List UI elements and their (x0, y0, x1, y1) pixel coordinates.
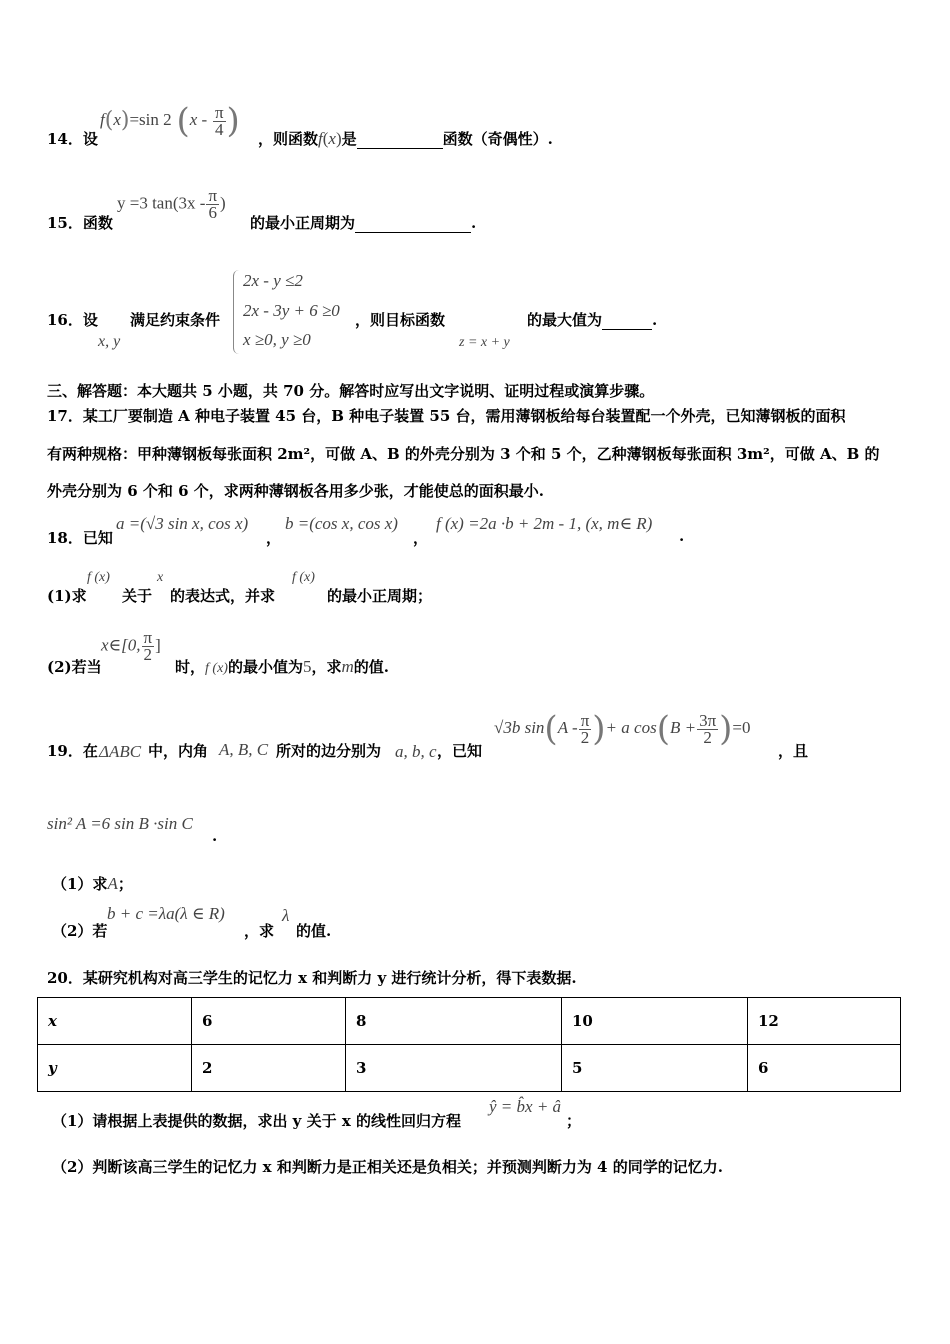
q19-end-2: . (212, 827, 218, 845)
q14-number: 14．设 (47, 130, 98, 148)
q18-part1-fx: f (x) (87, 570, 110, 585)
q18-vector-b: b =(cos x, cos x) (285, 514, 398, 533)
q17-line-2: 有两种规格：甲种薄钢板每张面积 2m²，可做 A、B 的外壳分别为 3 个和 5 个，乙种薄钢板每张面积 3m²，可做 A、B 的 (47, 445, 880, 463)
q16-mid: ，则目标函数 (355, 311, 446, 329)
q19-part2-expr: b + c =λa(λ ∈ R) (107, 904, 225, 923)
q18-part1-about: 关于 (122, 587, 153, 605)
q19-triangle: ΔABC (99, 742, 142, 761)
q18-number: 18．已知 (47, 529, 113, 547)
q19-angles: A, B, C (219, 740, 269, 759)
q17-line-1: 17．某工厂要制造 A 种电子装置 45 台，B 种电子装置 55 台，需用薄钢板给每台装置配一个外壳，已知薄钢板的面积 (47, 407, 846, 425)
q19-part2-label: （2）若 (52, 922, 108, 940)
q18-part1-x: x (157, 570, 164, 585)
q20-part1: （1）请根据上表提供的数据，求出 y 关于 x 的线性回归方程 (52, 1112, 461, 1130)
q14-answer-blank[interactable] (357, 130, 443, 149)
q15-text: 的最小正周期为 . (250, 214, 477, 232)
table-cell: 6 (192, 998, 346, 1045)
q19-and: ，且 (778, 742, 809, 760)
table-cell: 3 (346, 1045, 562, 1092)
q19-part2-lambda: λ (282, 906, 290, 925)
q16-number: 16．设 (47, 311, 98, 329)
q19-in: 中，内角 (148, 742, 209, 760)
q15-number: 15．函数 (47, 214, 113, 232)
q18-part1-fx2: f (x) (292, 570, 315, 585)
q18-part2-text: 时，f (x)的最小值为5，求m的值. (175, 657, 389, 676)
q18-function: f (x) =2a ·b + 2m - 1, (x, m∈ R) (436, 514, 653, 533)
q18-sep-2: ， (413, 529, 429, 547)
table-cell: 12 (748, 998, 901, 1045)
q18-part2-label: (2)若当 (47, 658, 102, 676)
q16-vars: x, y (98, 333, 121, 350)
q18-part1-tail: 的最小正周期； (327, 587, 433, 605)
q18-vector-a: a =(√3 sin x, cos x) (116, 514, 249, 533)
q19-part1: （1）求A； (52, 874, 133, 893)
q19-part2-ask: ，求 (244, 922, 275, 940)
q18-part2-domain: x∈[0, $\frac{\pi}{2}$ ] (101, 628, 161, 664)
q16-constraint-2: 2x - 3y + 6 ≥0 (243, 301, 340, 320)
q16-objective: z = x + y (459, 335, 510, 350)
q19-equation: √3b sin(A - $\frac{\pi}{2}$ )+ a cos(B + $\frac{3\pi}{2}$ )=0 (494, 709, 751, 749)
table-cell: x (38, 998, 192, 1045)
q20-part1-end: ； (566, 1112, 582, 1130)
q17-line-3: 外壳分别为 6 个和 6 个，求两种薄钢板各用多少张，才能使总的面积最小. (47, 482, 544, 500)
q16-text: 的最大值为 . (527, 311, 658, 329)
table-cell: 2 (192, 1045, 346, 1092)
table-cell: 6 (748, 1045, 901, 1092)
q16-answer-blank[interactable] (602, 311, 652, 330)
table-row (38, 998, 901, 1045)
q14-formula: f(x)=sin 2 (x - $\frac{\pi}{4}$ ) (100, 101, 240, 141)
q18-sep-1: ， (266, 529, 282, 547)
q19-equation-2: sin² A =6 sin B ·sin C (47, 814, 193, 833)
q14-text: ，则函数f(x)是 函数（奇偶性）. (258, 129, 553, 148)
q18-part1-label: (1)求 (47, 587, 87, 605)
table-cell: y (38, 1045, 192, 1092)
table-row (38, 1045, 901, 1092)
q18-end: . (679, 527, 685, 545)
q19-sides: a, b, c (395, 742, 437, 761)
q19-known: ，已知 (437, 742, 483, 760)
q16-constraint-3: x ≥0, y ≥0 (243, 330, 311, 349)
q15-answer-blank[interactable] (355, 214, 471, 233)
q18-part1-mid: 的表达式，并求 (170, 587, 276, 605)
q15-formula: y =3 tan(3x - $\frac{\pi}{6}$ ) (117, 186, 226, 222)
table-cell: 10 (562, 998, 748, 1045)
q16-constraint-label: 满足约束条件 (130, 311, 221, 329)
q16-brace (233, 270, 240, 354)
table-cell: 8 (346, 998, 562, 1045)
table-cell: 5 (562, 1045, 748, 1092)
q20-regression-eq: ŷ = b̂x + â (489, 1097, 562, 1116)
q20-data-table (37, 997, 901, 1092)
q20-part2: （2）判断该高三学生的记忆力 x 和判断力是正相关还是负相关；并预测判断力为 4 的同学的记忆力. (52, 1158, 723, 1176)
q19-part2-tail: 的值. (296, 922, 332, 940)
q16-constraint-1: 2x - y ≤2 (243, 271, 303, 290)
q20-intro: 20．某研究机构对高三学生的记忆力 x 和判断力 y 进行统计分析，得下表数据. (47, 969, 577, 987)
section-3-heading: 三、解答题：本大题共 5 小题，共 70 分。解答时应写出文字说明、证明过程或演算步骤。 (47, 382, 655, 400)
q19-opp: 所对的边分别为 (276, 742, 382, 760)
q19-number: 19．在 (47, 742, 98, 760)
